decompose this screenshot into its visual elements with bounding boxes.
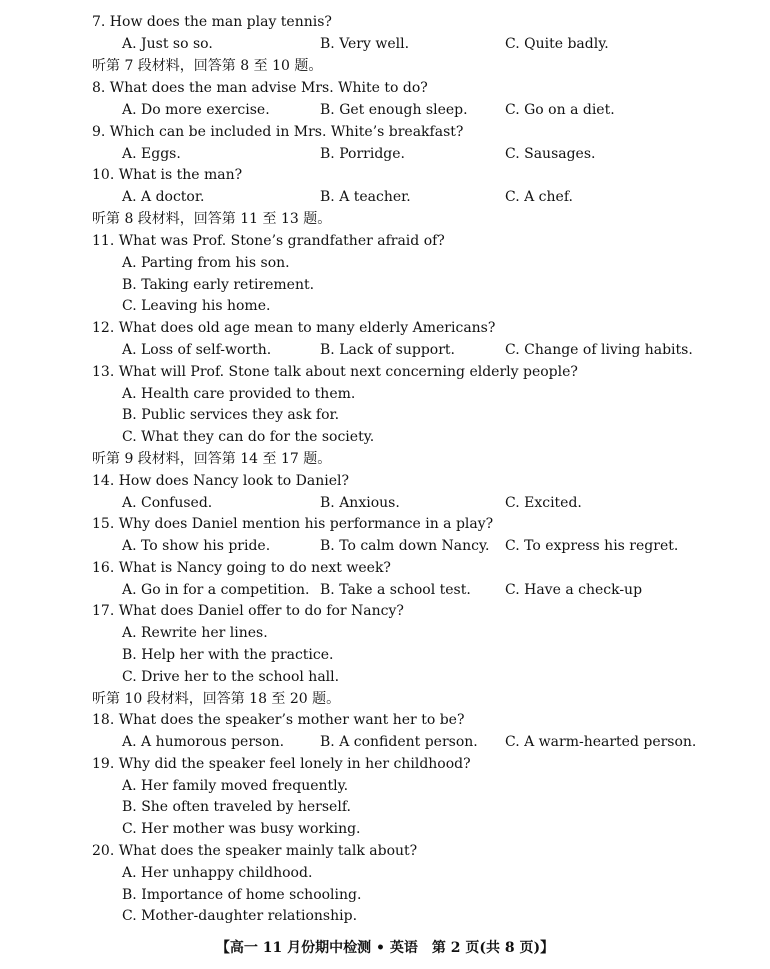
question-18-stem: 18. What does the speaker’s mother want her to be?	[92, 712, 465, 728]
question-15-stem: 15. Why does Daniel mention his performance in a play?	[92, 516, 494, 532]
question-20-option-a: A. Her unhappy childhood.	[122, 865, 313, 881]
question-14-option-b: B. Anxious.	[320, 495, 400, 511]
question-18-option-a: A. A humorous person.	[122, 734, 285, 750]
section-heading-9: 听第 9 段材料，回答第 14 至 17 题。	[92, 451, 332, 467]
question-13-option-c: C. What they can do for the society.	[122, 429, 375, 445]
question-11-option-c: C. Leaving his home.	[122, 298, 271, 314]
question-12-stem: 12. What does old age mean to many elderly Americans?	[92, 320, 496, 336]
question-12-option-a: A. Loss of self-worth.	[122, 342, 272, 358]
question-16-option-b: B. Take a school test.	[320, 582, 471, 598]
question-9-option-b: B. Porridge.	[320, 146, 405, 162]
question-17-option-a: A. Rewrite her lines.	[122, 625, 268, 641]
question-10-option-a: A. A doctor.	[122, 189, 205, 205]
question-8-option-c: C. Go on a diet.	[505, 102, 615, 118]
question-13-option-b: B. Public services they ask for.	[122, 407, 340, 423]
question-17-stem: 17. What does Daniel offer to do for Nancy?	[92, 603, 404, 619]
question-15-option-c: C. To express his regret.	[505, 538, 679, 554]
section-heading-10: 听第 10 段材料，回答第 18 至 20 题。	[92, 691, 341, 707]
question-16-stem: 16. What is Nancy going to do next week?	[92, 560, 391, 576]
question-15-option-a: A. To show his pride.	[122, 538, 271, 554]
question-18-option-c: C. A warm-hearted person.	[505, 734, 697, 750]
question-12-options	[0, 339, 770, 361]
question-19-option-c: C. Her mother was busy working.	[122, 821, 361, 837]
question-7-option-c: C. Quite badly.	[505, 36, 609, 52]
question-12-option-b: B. Lack of support.	[320, 342, 455, 358]
question-8-option-b: B. Get enough sleep.	[320, 102, 468, 118]
question-17-option-c: C. Drive her to the school hall.	[122, 669, 340, 685]
question-8-stem: 8. What does the man advise Mrs. White to do?	[92, 80, 428, 96]
question-16-options	[0, 579, 770, 601]
question-9-stem: 9. Which can be included in Mrs. White’s breakfast?	[92, 124, 464, 140]
question-11-option-b: B. Taking early retirement.	[122, 277, 315, 293]
question-13-stem: 13. What will Prof. Stone talk about next concerning elderly people?	[92, 364, 578, 380]
question-12-option-c: C. Change of living habits.	[505, 342, 693, 358]
question-9-options	[0, 143, 770, 165]
question-18-options	[0, 731, 770, 753]
question-7-stem: 7. How does the man play tennis?	[92, 14, 332, 30]
question-15-option-b: B. To calm down Nancy.	[320, 538, 490, 554]
question-7-option-b: B. Very well.	[320, 36, 410, 52]
question-7-option-a: A. Just so so.	[122, 36, 213, 52]
question-20-stem: 20. What does the speaker mainly talk about?	[92, 843, 418, 859]
question-19-option-b: B. She often traveled by herself.	[122, 799, 351, 815]
section-heading-8: 听第 8 段材料，回答第 11 至 13 题。	[92, 211, 332, 227]
question-13-option-a: A. Health care provided to them.	[122, 386, 356, 402]
question-10-option-c: C. A chef.	[505, 189, 573, 205]
question-18-option-b: B. A confident person.	[320, 734, 478, 750]
question-14-option-a: A. Confused.	[122, 495, 213, 511]
question-10-options	[0, 186, 770, 208]
question-20-option-b: B. Importance of home schooling.	[122, 887, 362, 903]
question-15-options	[0, 535, 770, 557]
question-14-option-c: C. Excited.	[505, 495, 582, 511]
question-10-stem: 10. What is the man?	[92, 167, 243, 183]
question-10-option-b: B. A teacher.	[320, 189, 411, 205]
question-14-stem: 14. How does Nancy look to Daniel?	[92, 473, 350, 489]
question-8-options	[0, 99, 770, 121]
question-16-option-a: A. Go in for a competition.	[122, 582, 310, 598]
question-7-options	[0, 33, 770, 55]
question-8-option-a: A. Do more exercise.	[122, 102, 270, 118]
question-9-option-c: C. Sausages.	[505, 146, 596, 162]
page-footer: 【高一 11 月份期中检测 • 英语 第 2 页(共 8 页)】	[215, 940, 555, 956]
question-17-option-b: B. Help her with the practice.	[122, 647, 334, 663]
section-heading-7: 听第 7 段材料，回答第 8 至 10 题。	[92, 58, 323, 74]
question-19-stem: 19. Why did the speaker feel lonely in her childhood?	[92, 756, 471, 772]
question-9-option-a: A. Eggs.	[122, 146, 181, 162]
question-20-option-c: C. Mother-daughter relationship.	[122, 908, 358, 924]
question-11-stem: 11. What was Prof. Stone’s grandfather afraid of?	[92, 233, 445, 249]
question-16-option-c: C. Have a check-up	[505, 582, 643, 598]
question-11-option-a: A. Parting from his son.	[122, 255, 290, 271]
question-14-options	[0, 492, 770, 514]
question-19-option-a: A. Her family moved frequently.	[122, 778, 349, 794]
